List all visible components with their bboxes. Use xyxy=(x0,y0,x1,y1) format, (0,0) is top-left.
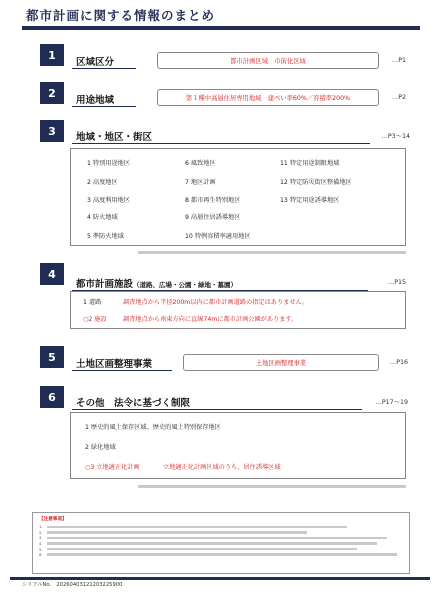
note-number: 3. xyxy=(39,535,43,541)
note-number: 2. xyxy=(39,529,43,535)
section-label-urban-facilities xyxy=(76,276,237,290)
urban-facilities-box xyxy=(70,291,406,329)
district-item: 11 特定用途制限地域 xyxy=(280,160,340,167)
facility-description: 調査地点から南東方向に直線74mに都市計画公園があります。 xyxy=(123,316,298,323)
title-underline xyxy=(22,26,420,30)
facility-name: ○2 施設 xyxy=(83,316,107,323)
notes-box xyxy=(32,512,410,574)
notes-title: 【注意事項】 xyxy=(39,517,67,522)
note-number: 4. xyxy=(39,541,43,547)
restriction-item: 2 緑化地域 xyxy=(85,444,116,451)
restriction-item-detail: 立地適正化計画区域のうち、居住誘導区域 xyxy=(163,464,281,471)
district-item: 8 都市再生特別地区 xyxy=(185,197,241,204)
page-ref-6: …P17～19 xyxy=(375,399,408,406)
page-title: 都市計画に関する情報のまとめ xyxy=(26,8,216,23)
restriction-item: ○3 立地適正化計画 xyxy=(85,464,140,471)
facility-description: 調査地点から半径200m以内に都市計画道路の指定はありません。 xyxy=(123,299,309,306)
note-number: 5. xyxy=(39,546,43,552)
district-item: 7 地区計画 xyxy=(185,179,216,186)
district-item: 3 高度利用地区 xyxy=(87,197,131,204)
districts-list-box xyxy=(70,148,406,246)
urban-facilities-subtitle: （道路、広場・公園・緑地・墓園） xyxy=(133,281,238,289)
page-ref-3: …P3～14 xyxy=(381,133,410,140)
section-label-use-district: 用途地域 xyxy=(76,95,115,106)
district-item: 4 防火地域 xyxy=(87,214,118,221)
section-underline-1 xyxy=(72,68,136,69)
section-underline-2 xyxy=(72,106,136,107)
district-item: 2 高度地区 xyxy=(87,179,118,186)
district-item: 12 特定防災街区整備地区 xyxy=(280,179,352,186)
section-underline-3 xyxy=(72,143,370,144)
section-label-districts-zones: 地域・地区・街区 xyxy=(76,132,153,143)
district-item: 10 特例容積率適用地区 xyxy=(185,233,251,240)
urban-facilities-title: 都市計画施設 xyxy=(76,279,134,290)
note-number: 1. xyxy=(39,524,43,530)
page-ref-5: …P16 xyxy=(389,359,408,366)
section-label-other-restrictions: その他 法令に基づく制限 xyxy=(76,398,191,409)
page-ref-4: …P15 xyxy=(387,279,406,286)
district-item: 6 風致地区 xyxy=(185,160,216,167)
use-district-value: 第１種中高層住居専用地域 建ぺい率60%／容積率200% xyxy=(157,89,379,106)
section-3-footnote xyxy=(138,249,406,254)
section-label-zoning-division: 区域区分 xyxy=(76,57,115,68)
page-ref-2: …P2 xyxy=(391,94,406,101)
section-label-land-readjustment: 土地区画整理事業 xyxy=(76,359,153,370)
note-number: 6. xyxy=(39,552,43,558)
section-underline-5 xyxy=(72,370,172,371)
section-number-6: 6 xyxy=(40,386,64,408)
zoning-division-value: 都市計画区域 市街化区域 xyxy=(157,52,379,69)
other-restrictions-box xyxy=(70,412,406,479)
section-number-4: 4 xyxy=(40,263,64,285)
section-underline-6 xyxy=(72,409,362,410)
section-6-footnote xyxy=(138,483,406,488)
section-number-2: 2 xyxy=(40,82,64,104)
section-number-5: 5 xyxy=(40,346,64,368)
district-item: 5 準防火地域 xyxy=(87,233,124,240)
footer-rule xyxy=(10,577,430,580)
facility-name: 1 道路 xyxy=(83,299,102,306)
page-ref-1: …P1 xyxy=(391,57,406,64)
district-item: 9 高層住居誘導地区 xyxy=(185,214,241,221)
section-number-3: 3 xyxy=(40,120,64,142)
note-line xyxy=(39,552,403,558)
section-number-1: 1 xyxy=(40,44,64,66)
district-item: 13 特定用途誘導地区 xyxy=(280,197,340,204)
land-readjustment-value: 土地区画整理事業 xyxy=(183,354,379,371)
serial-number: シリアルNo. 20260403121203225900 xyxy=(22,582,123,588)
district-item: 1 特別用途地区 xyxy=(87,160,131,167)
restriction-item: 1 歴史的風土保存区域、歴史的風土特別保存地区 xyxy=(85,424,221,431)
